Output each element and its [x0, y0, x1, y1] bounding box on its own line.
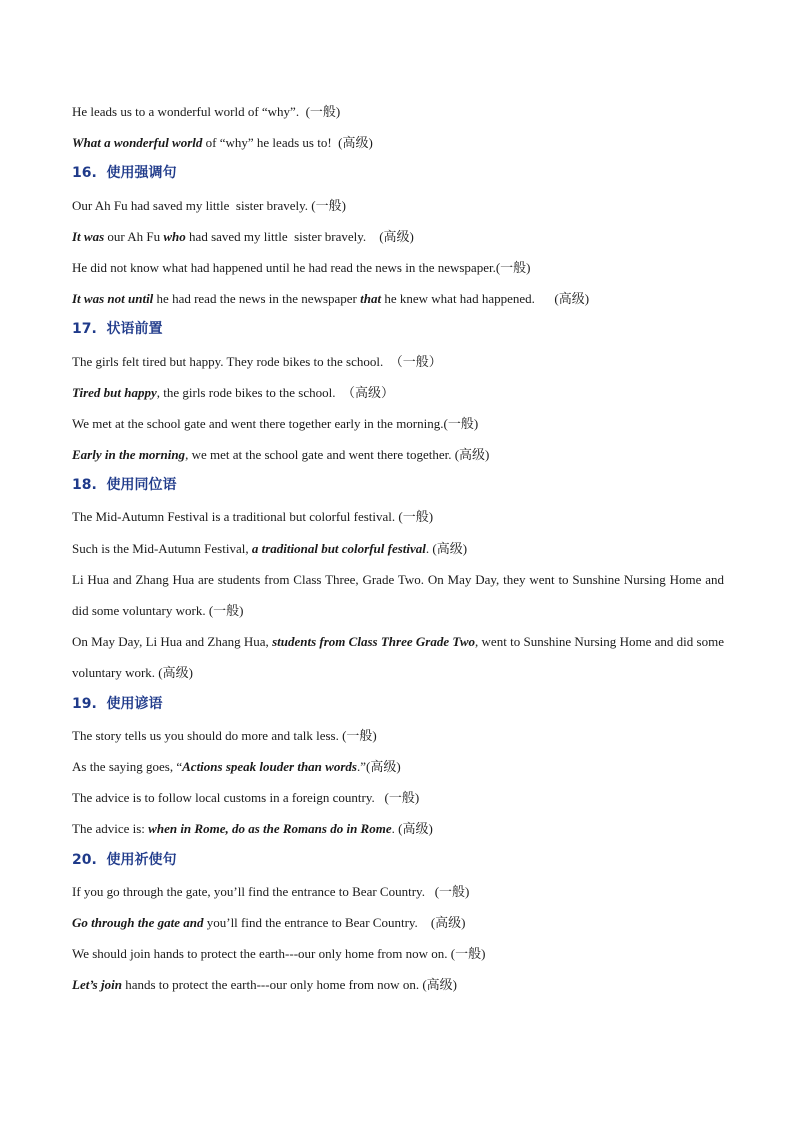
level-tag: (一般) [434, 883, 470, 899]
sentence-text: , the girls rode bikes to the school. [156, 384, 342, 400]
example-sentence [72, 938, 724, 969]
example-sentence [72, 283, 724, 314]
highlighted-phrase: Actions speak louder than words [182, 759, 357, 774]
level-tag: (一般) [208, 603, 244, 619]
highlighted-phrase: Tired but happy [72, 384, 157, 400]
sentence-text: On May Day, Li Hua and Zhang Hua, [72, 634, 273, 650]
example-sentence [72, 190, 724, 221]
example-sentence [72, 907, 724, 938]
sentence-text: He leads us to a wonderful world of “why”. [72, 104, 306, 119]
level-tag: (一般) [398, 509, 434, 525]
sentence-text: . [391, 821, 399, 837]
sentence-text: 19. 使用谚语 [72, 695, 163, 712]
sentence-text: 17. 状语前置 [72, 321, 163, 338]
sentence-text: hands to protect the earth---our only home from now on. [121, 977, 423, 993]
section-heading [72, 158, 724, 189]
example-sentence [72, 813, 724, 844]
sentence-text: If you go through the gate, you’ll find the entrance to Bear Country. [72, 883, 435, 899]
sentence-text: of “why” he leads us to! [202, 135, 339, 151]
section-heading [72, 314, 724, 345]
sentence-text: He did not know what had happened until he had read the news in the newspaper. [72, 259, 496, 275]
sentence-text: We should join hands to protect the earth---our only home from now on. [72, 946, 451, 962]
highlighted-phrase: students from Class Three Grade Two [272, 634, 476, 650]
highlighted-phrase: that [360, 291, 382, 307]
example-sentence [72, 377, 724, 408]
level-tag: (高级) [422, 977, 457, 993]
sentence-text: 20. 使用祈使句 [72, 851, 177, 868]
sentence-text: 16. 使用强调句 [72, 165, 177, 182]
sentence-text: had saved my little sister bravely. [185, 228, 380, 244]
level-tag: (高级) [338, 135, 373, 151]
level-tag: (一般) [450, 946, 486, 962]
level-tag: (一般) [495, 259, 531, 275]
section-heading [72, 470, 724, 501]
example-sentence [72, 408, 724, 439]
example-sentence [72, 626, 728, 688]
level-tag: （高级） [341, 384, 394, 400]
highlighted-phrase: Let’s join [72, 977, 122, 993]
section-heading [72, 689, 724, 720]
sentence-text: We met at the school gate and went there together early in the morning. [72, 415, 444, 431]
level-tag: (高级) [432, 540, 468, 556]
example-sentence [72, 501, 724, 532]
example-sentence [72, 346, 724, 377]
example-sentence [72, 720, 724, 751]
level-tag: (一般) [443, 415, 479, 431]
example-sentence [72, 127, 724, 158]
highlighted-phrase: What a wonderful world [72, 135, 203, 151]
example-sentence [72, 564, 728, 626]
example-sentence [72, 751, 724, 782]
highlighted-phrase: a traditional but colorful festival [251, 540, 426, 556]
level-tag: (一般) [305, 104, 341, 119]
example-sentence [72, 252, 724, 283]
example-sentence [72, 439, 724, 470]
highlighted-phrase: Go through the gate and [72, 914, 204, 930]
highlighted-phrase: when in Rome, do as the Romans do in Rome [148, 821, 392, 837]
highlighted-phrase: who [163, 228, 186, 244]
sentence-text: 18. 使用同位语 [72, 477, 177, 494]
sentence-text: Li Hua and Zhang Hua are students from Class Three, Grade Two. On May Day, they went to Sunshine Nursing Home and did some voluntary work. [72, 571, 728, 619]
sentence-text: The girls felt tired but happy. They rode bikes to the school. [72, 353, 390, 369]
sentence-text: As the saying goes, “ [72, 759, 183, 774]
level-tag: (一般) [311, 197, 346, 213]
section-heading [72, 845, 724, 876]
example-sentence [72, 782, 724, 813]
sentence-text: Such is the Mid-Autumn Festival, [72, 540, 252, 556]
level-tag: (高级) [454, 447, 490, 463]
sentence-text: he knew what had happened. [381, 291, 555, 307]
level-tag: (高级) [158, 665, 193, 681]
sentence-text: he had read the news in the newspaper [153, 291, 361, 307]
level-tag: (高级) [554, 291, 590, 307]
sentence-text: our Ah Fu [104, 228, 164, 244]
sentence-text: The story tells us you should do more and talk less. [72, 727, 343, 743]
example-sentence [72, 96, 724, 127]
level-tag: (高级) [398, 821, 433, 837]
level-tag: (高级) [365, 759, 401, 774]
level-tag: (一般) [384, 790, 420, 806]
example-sentence [72, 876, 724, 907]
sentence-text: , we met at the school gate and went there together. [185, 447, 455, 463]
sentence-text: , went to Sunshine Nursing Home and did some voluntary work. [72, 634, 728, 681]
level-tag: (一般) [342, 727, 377, 743]
sentence-text: you’ll find the entrance to Bear Country. [203, 914, 431, 930]
example-sentence [72, 221, 724, 252]
sentence-text: The Mid-Autumn Festival is a traditional but colorful festival. [72, 509, 399, 525]
sentence-text: . [425, 540, 433, 556]
highlighted-phrase: It was [72, 228, 105, 244]
example-sentence [72, 969, 724, 1000]
level-tag: (高级) [430, 914, 466, 930]
example-sentence [72, 533, 724, 564]
document-page [72, 96, 728, 1001]
sentence-text: The advice is: [72, 821, 149, 837]
sentence-text: Our Ah Fu had saved my little sister bravely. [72, 197, 312, 213]
highlighted-phrase: It was not until [72, 291, 154, 307]
level-tag: (高级) [379, 228, 414, 244]
sentence-text: The advice is to follow local customs in a foreign country. [72, 790, 385, 806]
level-tag: （一般） [389, 353, 442, 369]
sentence-text: .” [356, 759, 366, 774]
highlighted-phrase: Early in the morning [72, 447, 186, 463]
